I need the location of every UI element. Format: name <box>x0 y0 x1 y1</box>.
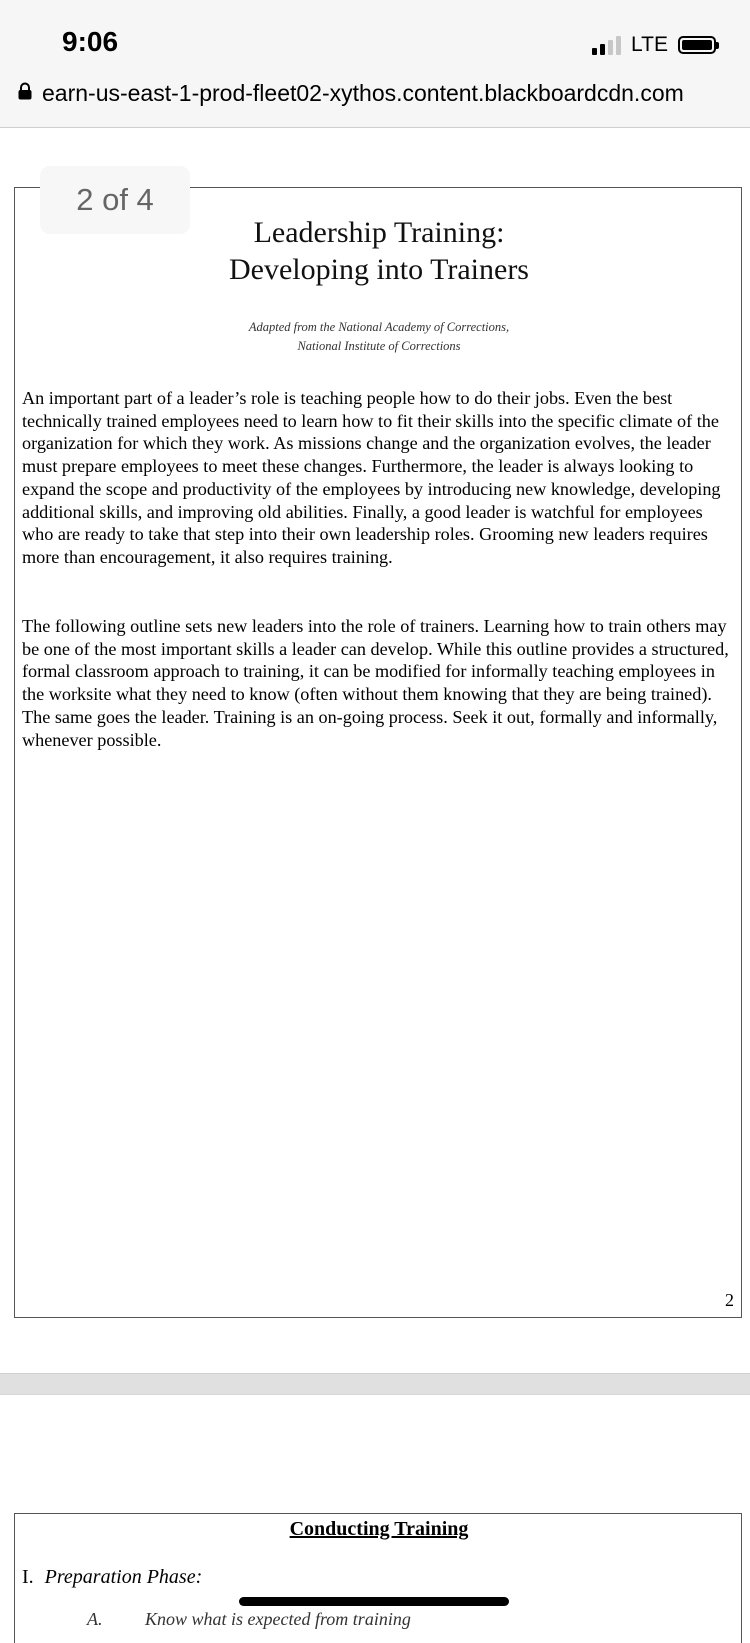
home-indicator[interactable] <box>239 1597 509 1606</box>
phase-label: Preparation Phase: <box>44 1566 203 1588</box>
phase-number: I. <box>22 1566 34 1588</box>
battery-icon <box>678 36 716 54</box>
page-number: 2 <box>725 1290 734 1310</box>
network-type: LTE <box>631 33 668 56</box>
status-time: 9:06 <box>62 26 119 57</box>
address-bar[interactable] <box>18 80 743 107</box>
outline-item <box>87 1609 411 1630</box>
section-title: Conducting Training <box>289 1518 469 1540</box>
cellular-signal-icon <box>592 35 621 55</box>
page-separator <box>0 1373 750 1395</box>
page-counter: 2 of 4 <box>40 166 190 234</box>
attribution-line-2: National Institute of Corrections <box>297 339 461 353</box>
item-text: Know what is expected from training <box>145 1609 411 1629</box>
phase-heading <box>22 1566 202 1589</box>
attribution-line-1: Adapted from the National Academy of Corrections, <box>248 320 510 334</box>
title-line-1: Leadership Training: <box>253 216 505 249</box>
document-attribution <box>15 318 743 356</box>
title-line-2: Developing into Trainers <box>229 253 529 286</box>
intro-paragraph: An important part of a leader’s role is teaching people how to do their jobs. Even the best technically trained employees need to learn how to fit their skills into the specific climate of the organization for which they work. As missions change and the organization evolves, the leader must prepare employees to meet these changes. Furthermore, the leader is always looking to expand the scope and productivity of the employees by introducing new knowledge, developing additional skills, and improving old abilities. Finally, a good leader is watchful for employees who are ready to take that step into their own leadership roles. Grooming new leaders requires more than encouragement, it also requires training. <box>22 388 721 567</box>
document-page-2 <box>14 187 742 1318</box>
outline-paragraph: The following outline sets new leaders into the role of trainers. Learning how to train others may be one of the most important skills a leader can develop. While this outline provides a structured, formal classroom approach to training, it can be modified for informally teaching employees in the worksite what they need to know (often without them knowing that they are being trained). The same goes the leader. Training is an on-going process. Seek it out, formally and informally, whenever possible. <box>22 616 729 750</box>
item-letter: A. <box>87 1609 103 1629</box>
status-and-address-bar <box>0 0 750 128</box>
lock-icon <box>18 82 32 105</box>
status-indicators <box>592 33 716 57</box>
url-text[interactable]: earn-us-east-1-prod-fleet02-xythos.content.blackboardcdn.com <box>42 80 684 106</box>
